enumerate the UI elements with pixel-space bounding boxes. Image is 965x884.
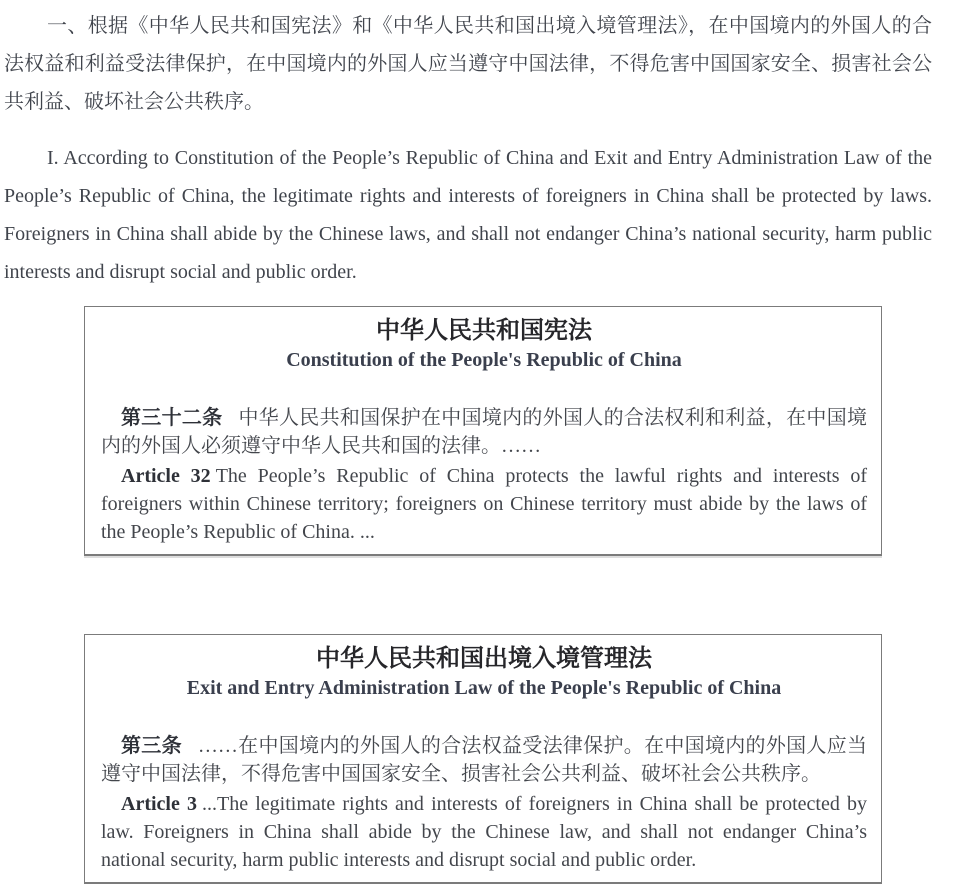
exit-entry-article-en (101, 790, 867, 874)
exit-entry-article-text-en: ...The legitimate rights and interests of foreigners in China shall be protected by law. Foreigners in China shall abide by the Chinese law, and shall not endanger China’s national security, harm public interests and disrupt social and public order. (101, 793, 867, 871)
intro-paragraph-en: I. According to Constitution of the People’s Republic of China and Exit and Entry Administration Law of the People’s Republic of China, the legitimate rights and interests of foreigners in China shall be protected by laws. Foreigners in China shall abide by the Chinese laws, and shall not endanger China’s national security, harm public interests and disrupt social and public order. (4, 147, 932, 283)
exit-entry-title-en: Exit and Entry Administration Law of the People's Republic of China (186, 677, 782, 699)
constitution-article-en (101, 462, 867, 546)
constitution-title-en: Constitution of the People's Republic of China (286, 349, 682, 371)
constitution-article-text-zh: 中华人民共和国保护在中国境内的外国人的合法权利和利益，在中国境内的外国人必须遵守中华人民共和国的法律。…… (101, 407, 868, 457)
exit-entry-article-label-zh: 第三条 (121, 735, 182, 757)
exit-entry-title-zh: 中华人民共和国出境入境管理法 (316, 646, 652, 672)
law-box-constitution (84, 306, 882, 556)
law-box-exit-entry-law (84, 634, 882, 884)
constitution-article-zh (101, 404, 867, 460)
exit-entry-article-zh (101, 732, 867, 788)
constitution-title-zh: 中华人民共和国宪法 (376, 318, 592, 344)
exit-entry-article-text-zh: ……在中国境内的外国人的合法权益受法律保护。在中国境内的外国人应当遵守中国法律，不得危害中国国家安全、损害社会公共利益、破坏社会公共秩序。 (101, 735, 868, 785)
exit-entry-article-label-en: Article 3 (121, 793, 197, 815)
intro-paragraph-zh: 一、根据《中华人民共和国宪法》和《中华人民共和国出境入境管理法》，在中国境内的外国人的合法权益和利益受法律保护，在中国境内的外国人应当遵守中国法律，不得危害中国国家安全、损害社会公共利益、破坏社会公共秩序。 (4, 15, 932, 113)
constitution-article-label-en: Article 32 (121, 465, 211, 487)
constitution-article-label-zh: 第三十二条 (121, 407, 223, 429)
constitution-article-text-en: The People’s Republic of China protects the lawful rights and interests of foreigners within Chinese territory; foreigners on Chinese territory must abide by the laws of the People’s Republic of China. ... (101, 465, 867, 543)
